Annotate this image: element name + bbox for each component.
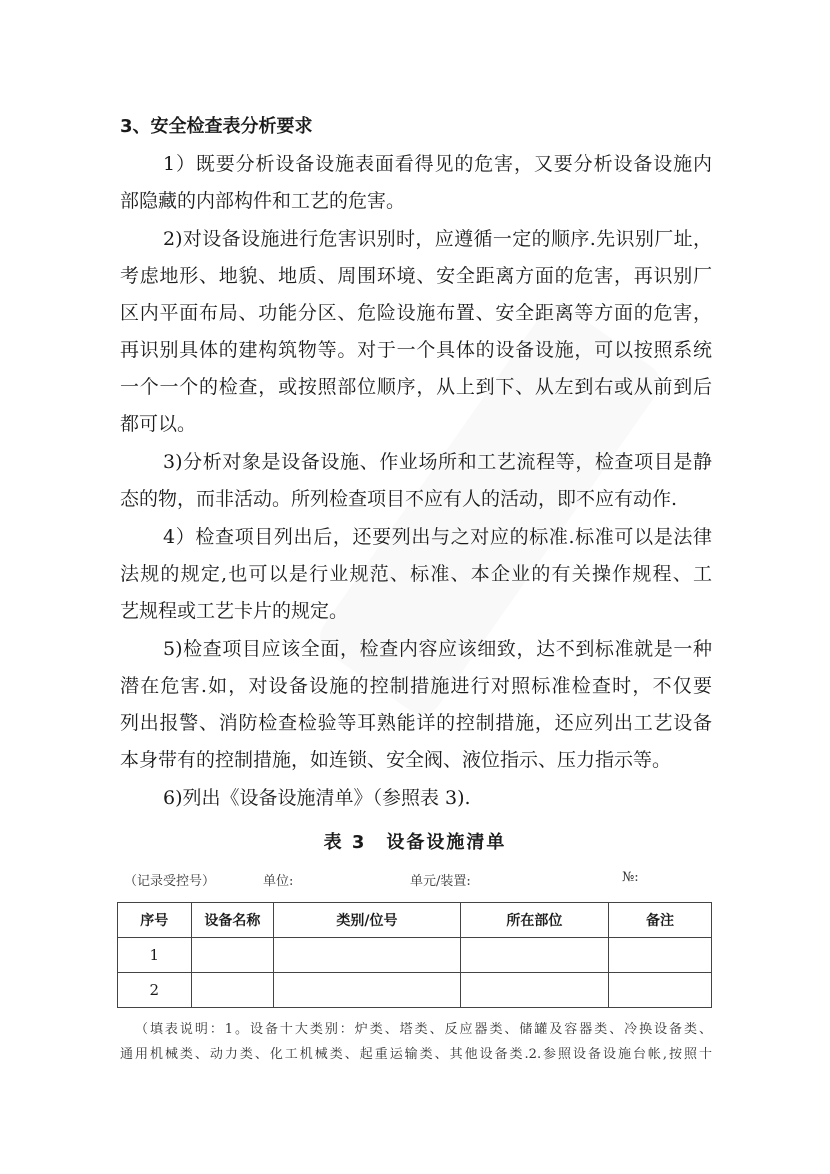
table-note-line: 通用机械类、动力类、化工机械类、起重运输类、其他设备类.2.参照设备设施台帐,按照十 <box>120 1047 712 1062</box>
table-cell <box>609 938 712 973</box>
p2-line: 都可以。 <box>120 413 197 435</box>
p4-line: 艺规程或工艺卡片的规定。 <box>120 600 349 622</box>
table-cell <box>274 938 461 973</box>
table-cell <box>460 938 608 973</box>
section-heading: 3、安全检查表分析要求 <box>120 116 313 137</box>
record-number-label: （记录受控号） <box>124 874 216 889</box>
unit-label: 单位: <box>263 874 294 889</box>
device-label: 单元/装置: <box>410 874 471 889</box>
table-note-line: （填表说明：1。设备十大类别：炉类、塔类、反应器类、储罐及容器类、冷换设备类、 <box>135 1022 712 1037</box>
table-header-row <box>118 903 712 938</box>
header-cell: 序号 <box>118 903 192 938</box>
p5-line: 5)检查项目应该全面，检查内容应该细致，达不到标准就是一种 <box>163 638 712 660</box>
table-row <box>118 973 712 1008</box>
equipment-table <box>117 902 712 1008</box>
p1-line: 部隐藏的内部构件和工艺的危害。 <box>120 190 406 212</box>
header-cell: 所在部位 <box>460 903 608 938</box>
p3-line: 态的物，而非活动。所列检查项目不应有人的活动，即不应有动作. <box>120 488 678 510</box>
table-cell <box>609 973 712 1008</box>
p6-line: 6)列出《设备设施清单》（参照表 3). <box>163 787 471 809</box>
table-cell <box>460 973 608 1008</box>
table-title: 表 3 设备设施清单 <box>323 832 507 853</box>
p5-line: 列出报警、消防检查检验等耳熟能详的控制措施，还应列出工艺设备 <box>120 712 712 734</box>
p2-line: 考虑地形、地貌、地质、周围环境、安全距离方面的危害，再识别厂 <box>120 265 712 287</box>
p5-line: 本身带有的控制措施，如连锁、安全阀、液位指示、压力指示等。 <box>120 749 672 771</box>
p2-line: 再识别具体的建构筑物等。对于一个具体的设备设施，可以按照系统 <box>120 339 712 361</box>
p2-line: 一个一个的检查，或按照部位顺序，从上到下、从左到右或从前到后 <box>120 376 712 398</box>
p4-line: 4）检查项目列出后，还要列出与之对应的标准.标准可以是法律 <box>163 526 712 548</box>
header-cell: 类别/位号 <box>274 903 461 938</box>
table-cell <box>191 973 274 1008</box>
header-cell: 备注 <box>609 903 712 938</box>
p4-line: 法规的规定,也可以是行业规范、标准、本企业的有关操作规程、工 <box>120 563 712 585</box>
header-cell: 设备名称 <box>191 903 274 938</box>
number-label: №: <box>622 870 639 885</box>
p5-line: 潜在危害.如，对设备设施的控制措施进行对照标准检查时，不仅要 <box>120 675 712 697</box>
p1-line: 1）既要分析设备设施表面看得见的危害，又要分析设备设施内 <box>163 153 712 175</box>
p3-line: 3)分析对象是设备设施、作业场所和工艺流程等，检查项目是静 <box>163 451 712 473</box>
table-cell <box>191 938 274 973</box>
table-cell <box>274 973 461 1008</box>
p2-line: 2)对设备设施进行危害识别时，应遵循一定的顺序.先识别厂址， <box>163 228 712 250</box>
table-row <box>118 938 712 973</box>
p2-line: 区内平面布局、功能分区、危险设施布置、安全距离等方面的危害， <box>120 302 712 324</box>
table-cell: 1 <box>118 938 192 973</box>
table-cell: 2 <box>118 973 192 1008</box>
